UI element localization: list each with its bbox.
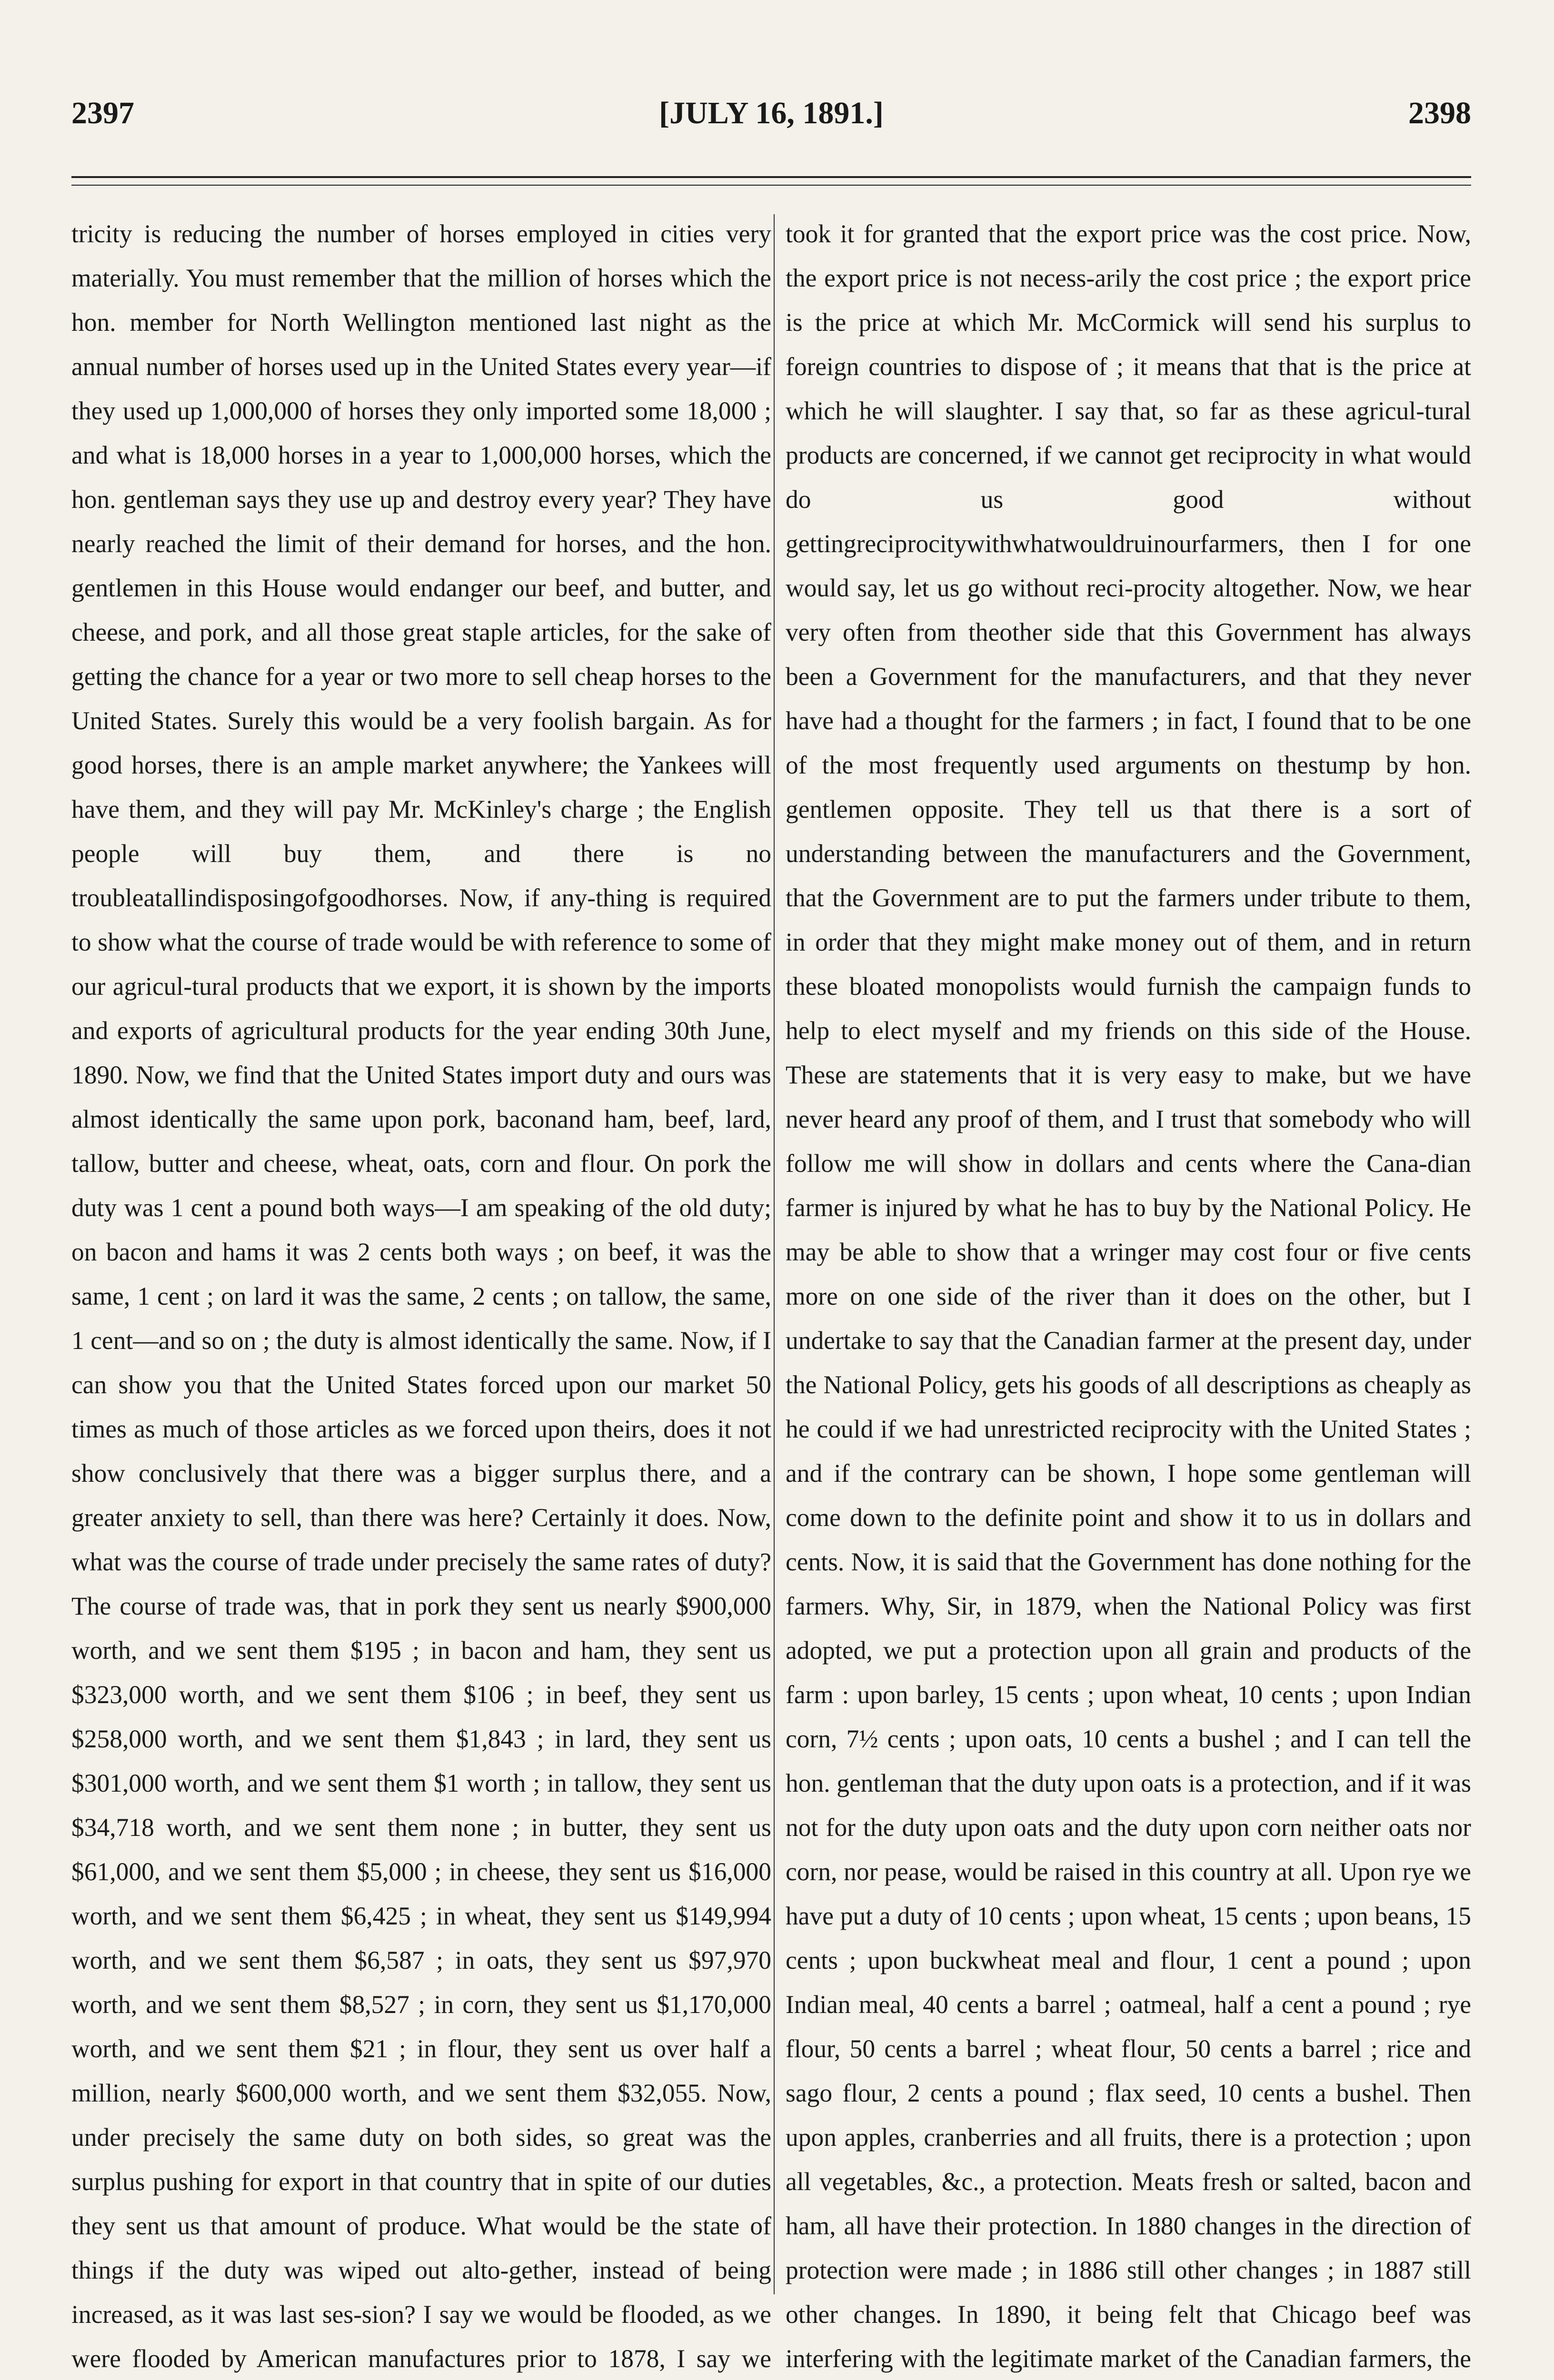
header-rule-thin <box>71 185 1471 186</box>
page-date: [JULY 16, 1891.] <box>659 96 884 130</box>
text-column-right <box>786 212 1471 2373</box>
column-right-text: took it for granted that the export price was the cost price. Now, the export price is not necess-arily the cost price ; the export price is the price at which Mr. McCormick will send his surplus to foreign countries to dispose of ; it means that that is the price at which he will slaughter. I say that, so far as these agricul-tural products are concerned, if we cannot get reciprocity in what would do us good without gettingreciprocitywithwhatwouldruinourfarmers, then I for one would say, let us go without reci-procity altogether. Now, we hear very often from theother side that this Government has always been a Government for the manufacturers, and that they never have had a thought for the farmers ; in fact, I found that to be one of the most frequently used arguments on thestump by hon. gentlemen opposite. They tell us that there is a sort of understanding between the manufacturers and the Government, that the Government are to put the farmers under tribute to them, in order that they might make money out of them, and in return these bloated monopolists would furnish the campaign funds to help to elect myself and my friends on this side of the House. These are statements that it is very easy to make, but we have never heard any proof of them, and I trust that somebody who will follow me will show in dollars and cents where the Cana-dian farmer is injured by what he has to buy by the National Policy. He may be able to show that a wringer may cost four or five cents more on one side of the river than it does on the other, but I undertake to say that the Canadian farmer at the present day, under the National Policy, gets his goods of all descriptions as cheaply as he could if we had unrestricted reciprocity with the United States ; and if the contrary can be shown, I hope some gentleman will come down to the definite point and show it to us in dollars and cents. Now, it is said that the Government has done nothing for the farmers. Why, Sir, in 1879, when the National Policy was first adopted, we put a protection upon all grain and products of the farm : upon barley, 15 cents ; upon wheat, 10 cents ; upon Indian corn, 7½ cents ; upon oats, 10 cents a bushel ; and I can tell the hon. gentleman that the duty upon oats is a protection, and if it was not for the duty upon oats and the duty upon corn neither oats nor corn, nor pease, would be raised in this country at all. Upon rye we have put a duty of 10 cents ; upon wheat, 15 cents ; upon beans, 15 cents ; upon buckwheat meal and flour, 1 cent a pound ; upon Indian meal, 40 cents a barrel ; oatmeal, half a cent a pound ; rye flour, 50 cents a barrel ; wheat flour, 50 cents a barrel ; rice and sago flour, 2 cents a pound ; flax seed, 10 cents a bushel. Then upon apples, cranberries and all fruits, there is a protection ; upon all vegetables, &c., a protection. Meats fresh or salted, bacon and ham, all have their protection. In 1880 changes in the direction of protection were made ; in 1886 still other changes ; in 1887 still other changes. In 1890, it being felt that Chicago beef was interfering with the legitimate market of the Canadian farmers, the <box>786 219 1471 2373</box>
page-number-right: 2398 <box>1408 96 1471 130</box>
header-rule-thick <box>71 176 1471 178</box>
page-header <box>71 95 1471 152</box>
text-column-left <box>71 212 771 2373</box>
page-number-left: 2397 <box>71 96 134 130</box>
column-divider <box>774 214 775 2294</box>
column-left-text: tricity is reducing the number of horses employed in cities very materially. You must remember that the million of horses which the hon. member for North Wellington mentioned last night as the annual number of horses used up in the United States every year—if they used up 1,000,000 of horses they only imported some 18,000 ; and what is 18,000 horses in a year to 1,000,000 horses, which the hon. gentleman says they use up and destroy every year? They have nearly reached the limit of their demand for horses, and the hon. gentlemen in this House would endanger our beef, and butter, and cheese, and pork, and all those great staple articles, for the sake of getting the chance for a year or two more to sell cheap horses to the United States. Surely this would be a very foolish bargain. As for good horses, there is an ample market anywhere; the Yankees will have them, and they will pay Mr. McKinley's charge ; the English people will buy them, and there is no troubleatallindisposingofgoodhorses. Now, if any-thing is required to show what the course of trade would be with reference to some of our agricul-tural products that we export, it is shown by the imports and exports of agricultural products for the year ending 30th June, 1890. Now, we find that the United States import duty and ours was almost identically the same upon pork, baconand ham, beef, lard, tallow, butter and cheese, wheat, oats, corn and flour. On pork the duty was 1 cent a pound both ways—I am speaking of the old duty; on bacon and hams it was 2 cents both ways ; on beef, it was the same, 1 cent ; on lard it was the same, 2 cents ; on tallow, the same, 1 cent—and so on ; the duty is almost identically the same. Now, if I can show you that the United States forced upon our market 50 times as much of those articles as we forced upon theirs, does it not show conclusively that there was a bigger surplus there, and a greater anxiety to sell, than there was here? Certainly it does. Now, what was the course of trade under precisely the same rates of duty? The course of trade was, that in pork they sent us nearly $900,000 worth, and we sent them $195 ; in bacon and ham, they sent us $323,000 worth, and we sent them $106 ; in beef, they sent us $258,000 worth, and we sent them $1,843 ; in lard, they sent us $301,000 worth, and we sent them $1 worth ; in tallow, they sent us $34,718 worth, and we sent them none ; in butter, they sent us $61,000, and we sent them $5,000 ; in cheese, they sent us $16,000 worth, and we sent them $6,425 ; in wheat, they sent us $149,994 worth, and we sent them $6,587 ; in oats, they sent us $97,970 worth, and we sent them $8,527 ; in corn, they sent us $1,170,000 worth, and we sent them $21 ; in flour, they sent us over half a million, nearly $600,000 worth, and we sent them $32,055. Now, under precisely the same duty on both sides, so great was the surplus pushing for export in that country that in spite of our duties they sent us that amount of produce. What would be the state of things if the duty was wiped out alto-gether, instead of being increased, as it was last ses-sion? I say we would be flooded, as we were flooded by American manufactures prior to 1878, I say we <box>71 219 771 2373</box>
